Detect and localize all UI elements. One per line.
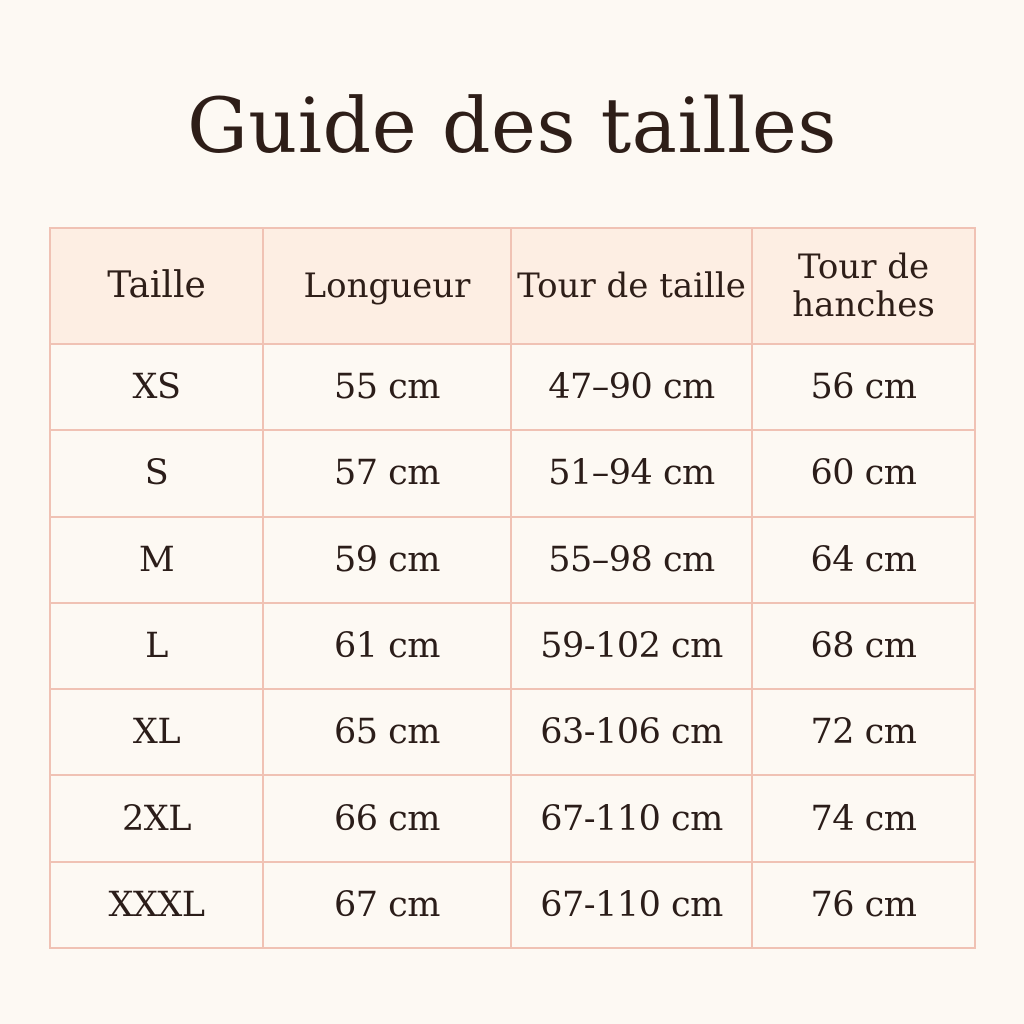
- cell-waist: 51–94 cm: [511, 430, 752, 516]
- header-row: [50, 228, 975, 344]
- cell-hips: 56 cm: [752, 344, 975, 430]
- table-row: [50, 775, 975, 861]
- cell-length: 67 cm: [263, 862, 511, 948]
- table-body: [50, 344, 975, 948]
- header-hips-line2: hanches: [792, 285, 935, 325]
- cell-waist: 67-110 cm: [511, 862, 752, 948]
- cell-length: 66 cm: [263, 775, 511, 861]
- cell-size: S: [50, 430, 263, 516]
- cell-length: 55 cm: [263, 344, 511, 430]
- cell-length: 61 cm: [263, 603, 511, 689]
- header-waist: Tour de taille: [511, 228, 752, 344]
- cell-length: 65 cm: [263, 689, 511, 775]
- cell-waist: 55–98 cm: [511, 517, 752, 603]
- cell-size: L: [50, 603, 263, 689]
- header-hips: [752, 228, 975, 344]
- cell-hips: 68 cm: [752, 603, 975, 689]
- page-title: Guide des tailles: [187, 81, 837, 170]
- cell-size: XL: [50, 689, 263, 775]
- cell-size: XXXL: [50, 862, 263, 948]
- cell-hips: 74 cm: [752, 775, 975, 861]
- header-length: Longueur: [263, 228, 511, 344]
- cell-size: M: [50, 517, 263, 603]
- cell-length: 59 cm: [263, 517, 511, 603]
- cell-hips: 72 cm: [752, 689, 975, 775]
- size-guide-table: [49, 227, 976, 949]
- cell-size: 2XL: [50, 775, 263, 861]
- table-header: [50, 228, 975, 344]
- header-hips-line1: Tour de: [797, 247, 930, 287]
- table-row: [50, 344, 975, 430]
- table-row: [50, 689, 975, 775]
- cell-waist: 63-106 cm: [511, 689, 752, 775]
- cell-hips: 76 cm: [752, 862, 975, 948]
- cell-waist: 47–90 cm: [511, 344, 752, 430]
- table-row: [50, 430, 975, 516]
- cell-size: XS: [50, 344, 263, 430]
- table-row: [50, 603, 975, 689]
- header-size: Taille: [50, 228, 263, 344]
- cell-hips: 60 cm: [752, 430, 975, 516]
- cell-length: 57 cm: [263, 430, 511, 516]
- cell-waist: 59-102 cm: [511, 603, 752, 689]
- table-row: [50, 862, 975, 948]
- cell-hips: 64 cm: [752, 517, 975, 603]
- table-row: [50, 517, 975, 603]
- cell-waist: 67-110 cm: [511, 775, 752, 861]
